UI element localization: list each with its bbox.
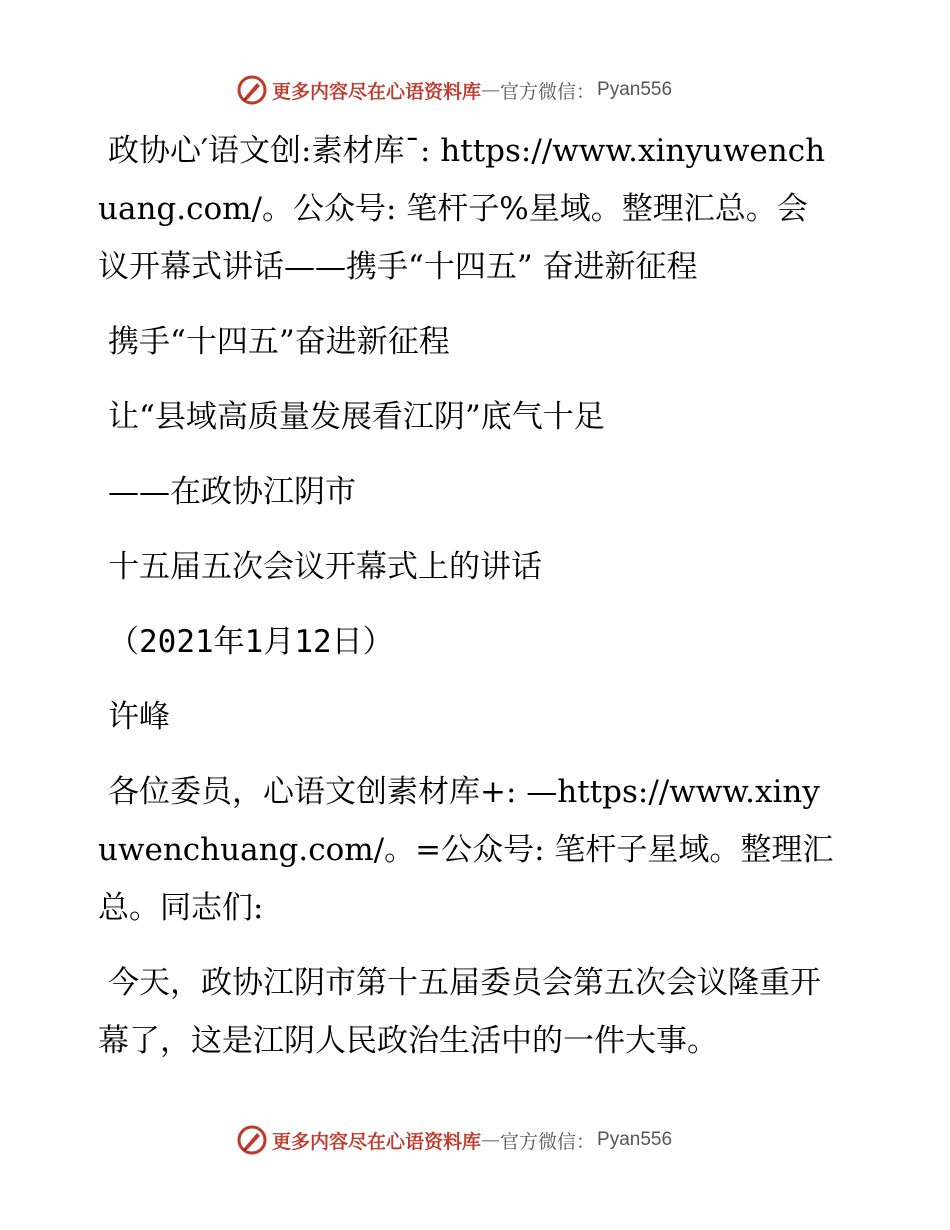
- paragraph-opening: 今天，政协江阴市第十五届委员会第五次会议隆重开幕了，这是江阴人民政治生活中的一件大事。: [98, 965, 821, 1059]
- paragraph-author: 许峰: [108, 699, 170, 735]
- paragraph-title: 携手“十四五”奋进新征程: [108, 324, 450, 360]
- paragraph-subtitle: 让“县域高质量发展看江阴”底气十足: [108, 399, 605, 435]
- paragraph-salutation: 各位委员，心语文创素材库+: —https://www.xinyuwenchuang.com/。=公众号: 笔杆子星域。整理汇总。同志们:: [98, 774, 834, 926]
- banner-wechat-label: 官方微信：: [500, 1130, 596, 1153]
- pen-logo-icon: [236, 1124, 268, 1156]
- banner-separator: —: [481, 1129, 501, 1151]
- banner-slogan: 更多内容尽在心语资料库: [272, 80, 482, 103]
- document-body: [98, 122, 838, 1087]
- paragraph-occasion-line2: 十五届五次会议开幕式上的讲话: [108, 549, 542, 585]
- banner-slogan: 更多内容尽在心语资料库: [272, 1130, 482, 1153]
- footer-watermark-banner: [236, 1123, 672, 1157]
- paragraph-source-intro: 政协心′语文创:素材库¯: https://www.xinyuwenchuang.com/。公众号: 笔杆子%星域。整理汇总。会议开幕式讲话——携手“十四五” 奋进新征程: [98, 133, 826, 285]
- pen-logo-icon: [236, 74, 268, 106]
- paragraph-occasion-line1: ——在政协江阴市: [108, 474, 356, 510]
- banner-separator: —: [481, 79, 501, 101]
- banner-wechat-id: Pyan556: [597, 1129, 673, 1150]
- paragraph-date: （2021年1月12日）: [108, 624, 394, 660]
- header-watermark-banner: [236, 73, 672, 107]
- banner-wechat-label: 官方微信：: [500, 80, 596, 103]
- banner-wechat-id: Pyan556: [597, 79, 673, 100]
